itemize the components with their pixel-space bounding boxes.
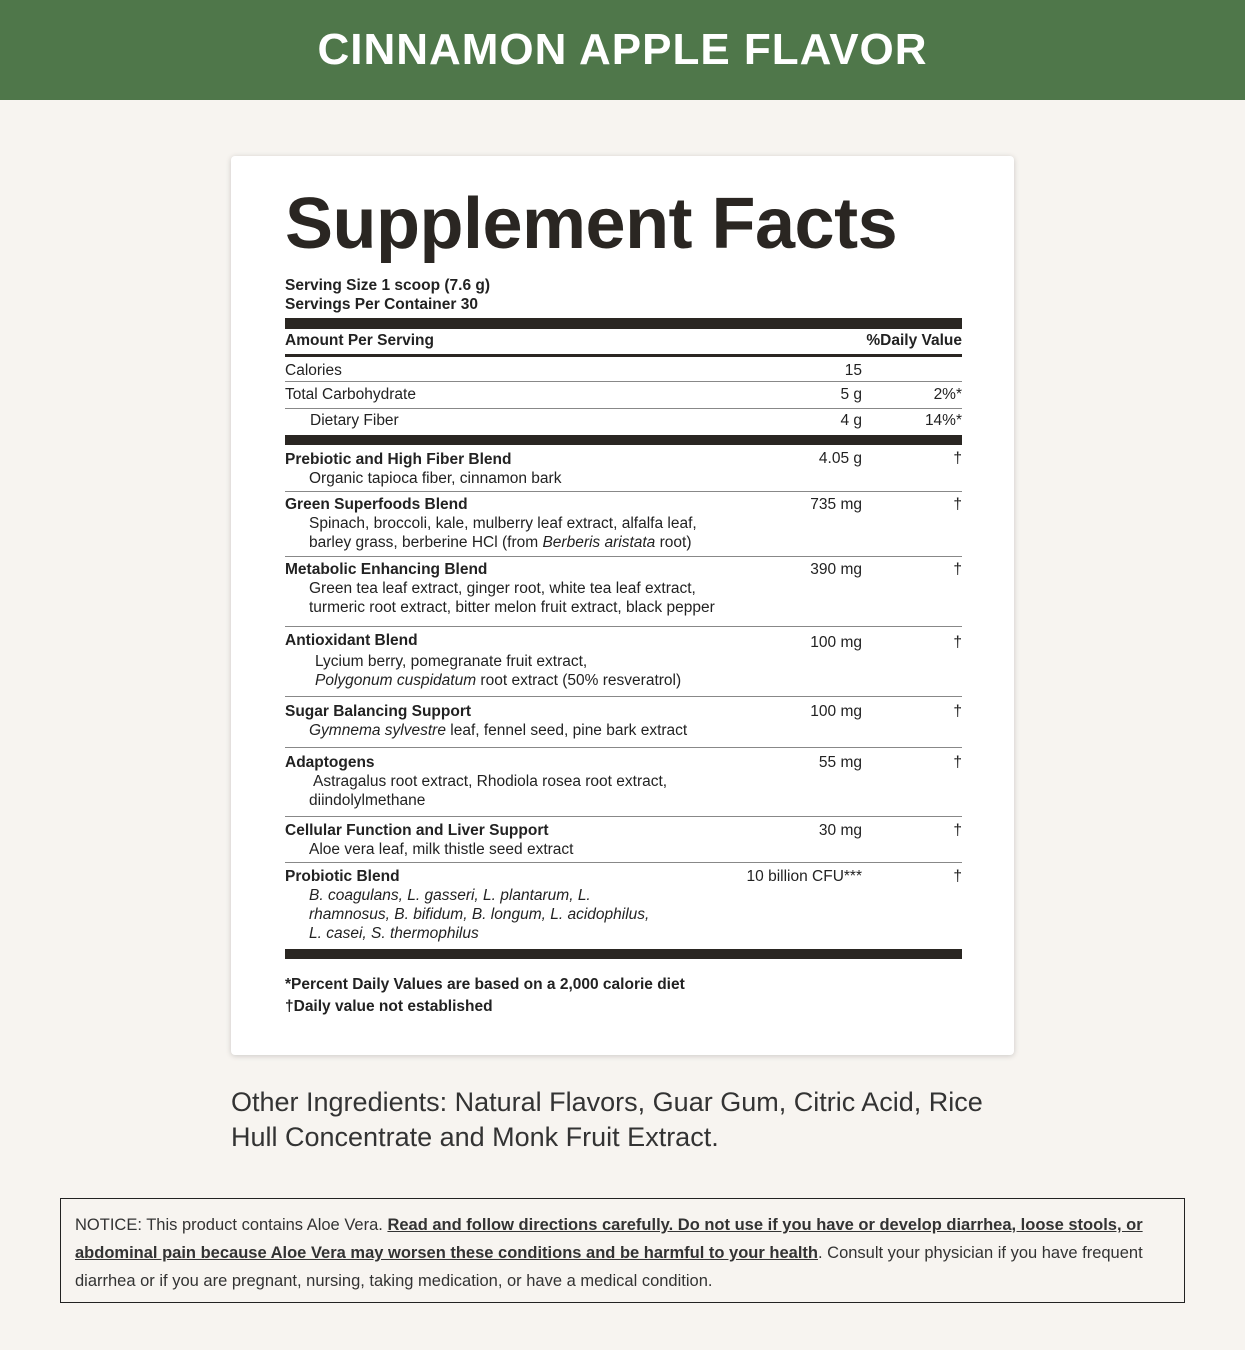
blend-text: root)	[655, 534, 692, 551]
blend-amount: 55 mg	[818, 754, 862, 771]
blend-latin-name: Gymnema sylvestre	[309, 722, 446, 739]
other-ingredients	[231, 1085, 1021, 1155]
blend-dv: †	[953, 868, 962, 885]
blend-ingredients: Green tea leaf extract, ginger root, white tea leaf extract,	[309, 580, 696, 597]
blend-dv: †	[953, 496, 962, 513]
blend-dv: †	[953, 634, 962, 651]
blend-ingredients: B. coagulans, L. gasseri, L. plantarum, L.	[309, 887, 591, 904]
blend-amount: 735 mg	[810, 496, 862, 513]
flavor-banner	[0, 0, 1245, 100]
header-daily-value: %Daily Value	[866, 332, 962, 349]
blend-ingredients	[285, 533, 962, 552]
blend-ingredients: L. casei, S. thermophilus	[309, 925, 479, 942]
blend-ingredients: turmeric root extract, bitter melon fruit extract, black pepper	[309, 599, 715, 616]
notice-warning: Read and follow directions carefully. Do not use if you have or develop diarrhea, loose stools, or abdominal pain because Aloe Vera may worsen these conditions and be harmful to your health	[75, 1216, 1143, 1262]
blend-row-cellular-liver	[285, 817, 962, 863]
nutrient-dv: 14%*	[924, 412, 962, 429]
header-amount: Amount Per Serving	[285, 332, 434, 349]
nutrient-row-calories	[285, 357, 962, 382]
nutrient-dv: 2%*	[933, 386, 962, 403]
blend-dv: †	[953, 561, 962, 578]
blend-ingredients: rhamnosus, B. bifidum, B. longum, L. acidophilus,	[309, 906, 650, 923]
nutrient-name: Total Carbohydrate	[285, 386, 416, 403]
blend-name: Sugar Balancing Support	[285, 703, 472, 720]
blend-amount: 390 mg	[810, 561, 862, 578]
table-header	[285, 329, 962, 357]
nutrient-row-fiber	[285, 409, 962, 435]
nutrient-amount: 4 g	[840, 412, 862, 429]
flavor-title: CINNAMON APPLE FLAVOR	[317, 25, 928, 74]
blend-row-sugar-balancing	[285, 697, 962, 748]
blend-name: Antioxidant Blend	[285, 632, 418, 649]
footnote-not-established: †Daily value not established	[285, 998, 493, 1015]
blend-row-antioxidant	[285, 627, 962, 697]
blend-name: Metabolic Enhancing Blend	[285, 561, 488, 578]
blend-amount: 100 mg	[810, 703, 862, 720]
blend-ingredients: Organic tapioca fiber, cinnamon bark	[309, 470, 562, 487]
blend-name: Green Superfoods Blend	[285, 496, 468, 513]
blend-latin-name: Berberis aristata	[542, 534, 656, 551]
blend-row-prebiotic	[285, 445, 962, 492]
blend-row-probiotic	[285, 863, 962, 949]
other-ingredients-line: Hull Concentrate and Monk Fruit Extract.	[231, 1122, 719, 1152]
nutrient-name: Dietary Fiber	[310, 412, 399, 429]
blend-text: root extract (50% resveratrol)	[476, 672, 682, 689]
blend-text: barley grass, berberine HCl (from	[309, 534, 543, 551]
blend-amount: 4.05 g	[818, 450, 862, 467]
blend-dv: †	[953, 754, 962, 771]
blend-row-adaptogens	[285, 748, 962, 817]
nutrient-amount: 5 g	[840, 386, 862, 403]
blend-row-metabolic	[285, 557, 962, 627]
blend-ingredients: diindolylmethane	[309, 792, 426, 809]
blend-latin-name: Polygonum cuspidatum	[315, 672, 477, 689]
blend-row-green-superfoods	[285, 492, 962, 557]
blend-amount: 30 mg	[818, 822, 862, 839]
blend-text: leaf, fennel seed, pine bark extract	[445, 722, 688, 739]
blend-dv: †	[953, 450, 962, 467]
blend-dv: †	[953, 703, 962, 720]
supplement-facts-title: Supplement Facts	[285, 184, 898, 264]
notice-suffix: . Consult your physician if you have frequent diarrhea or if you are pregnant, nursing, taking medication, or have a medical condition.	[75, 1244, 1143, 1290]
serving-size: Serving Size 1 scoop (7.6 g)	[285, 277, 491, 294]
serving-info	[285, 276, 490, 314]
blend-ingredients: Aloe vera leaf, milk thistle seed extract	[309, 841, 574, 858]
blend-amount: 10 billion CFU***	[746, 868, 862, 885]
thick-rule	[285, 949, 962, 959]
notice-prefix: NOTICE: This product contains Aloe Vera.	[75, 1216, 388, 1234]
blend-amount: 100 mg	[810, 634, 862, 651]
blend-ingredients	[285, 671, 962, 690]
blend-ingredients: Astragalus root extract, Rhodiola rosea root extract,	[313, 773, 668, 790]
thick-rule	[285, 435, 962, 445]
thick-rule	[285, 318, 962, 329]
other-ingredients-line: Other Ingredients: Natural Flavors, Guar Gum, Citric Acid, Rice	[231, 1087, 983, 1117]
aloe-vera-notice	[60, 1198, 1185, 1303]
footnote-daily-values: *Percent Daily Values are based on a 2,000 calorie diet	[285, 976, 685, 993]
blend-name: Cellular Function and Liver Support	[285, 822, 549, 839]
blend-name: Probiotic Blend	[285, 868, 400, 885]
blend-ingredients: Lycium berry, pomegranate fruit extract,	[315, 653, 588, 670]
nutrient-row-carbohydrate	[285, 382, 962, 409]
servings-per-container: Servings Per Container 30	[285, 296, 478, 313]
facts-table	[285, 318, 962, 959]
blend-ingredients	[285, 721, 962, 740]
nutrient-name: Calories	[285, 362, 342, 379]
supplement-facts-panel	[231, 156, 1014, 1055]
blend-name: Prebiotic and High Fiber Blend	[285, 451, 512, 468]
blend-name: Adaptogens	[285, 754, 375, 771]
blend-ingredients: Spinach, broccoli, kale, mulberry leaf extract, alfalfa leaf,	[309, 515, 697, 532]
nutrient-amount: 15	[844, 362, 862, 379]
blend-dv: †	[953, 822, 962, 839]
